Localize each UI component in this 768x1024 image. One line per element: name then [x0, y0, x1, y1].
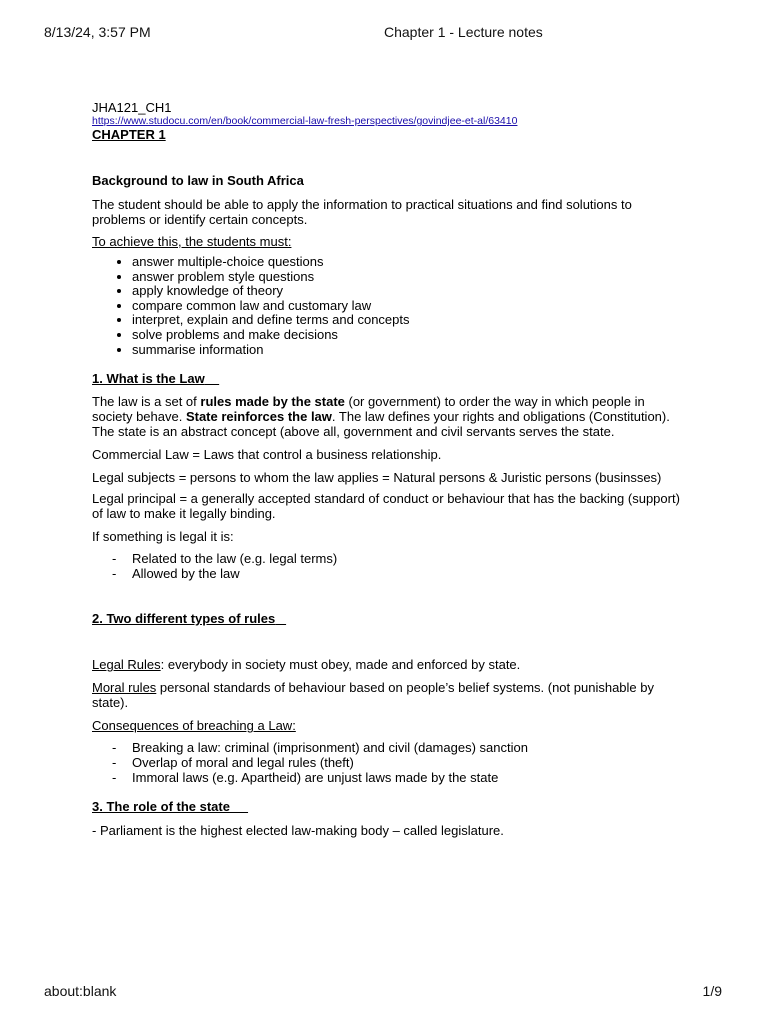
print-header	[0, 24, 768, 42]
list-item: • answer multiple-choice questions	[132, 255, 682, 270]
print-datetime: 8/13/24, 3:57 PM	[44, 24, 151, 40]
list-item: • interpret, explain and define terms and concepts	[132, 313, 682, 328]
achieve-heading: To achieve this, the students must:	[92, 234, 292, 249]
list-item: - Breaking a law: criminal (imprisonment) and civil (damages) sanction	[132, 741, 682, 756]
list-item: - Allowed by the law	[132, 567, 682, 582]
commercial-law-paragraph: Commercial Law = Laws that control a business relationship.	[92, 447, 442, 463]
section-2-heading: 2. Two different types of rules	[92, 611, 276, 627]
list-item: - Overlap of moral and legal rules (theft)	[132, 756, 682, 771]
chapter-title: CHAPTER 1	[92, 127, 166, 142]
print-url: about:blank	[44, 983, 117, 999]
legal-list	[92, 552, 682, 581]
consequences-heading: Consequences of breaching a Law:	[92, 718, 296, 734]
course-code: JHA121_CH1	[92, 100, 172, 115]
moral-rules-paragraph: Moral rules personal standards of behaviour based on people’s belief systems. (not punishable by state).	[92, 680, 654, 711]
source-link[interactable]: https://www.studocu.com/en/book/commercial-law-fresh-perspectives/govindjee-et-al/63410	[92, 115, 518, 127]
law-definition-paragraph: The law is a set of rules made by the state (or government) to order the way in which people in society behave. State reinforces the law. The law defines your rights and obligations (Constitution). The state is an abstract concept (above all, government and civil servants serves the state.	[92, 394, 670, 440]
print-footer	[0, 983, 768, 1001]
print-title: Chapter 1 - Lecture notes	[384, 24, 543, 40]
list-item: - Immoral laws (e.g. Apartheid) are unjust laws made by the state	[132, 771, 682, 786]
legal-principal-paragraph: Legal principal = a generally accepted standard of conduct or behaviour that has the backing (support) of law to make it legally binding.	[92, 491, 680, 522]
list-item: • apply knowledge of theory	[132, 284, 682, 299]
page-number: 1/9	[702, 983, 722, 999]
legal-subjects-paragraph: Legal subjects = persons to whom the law applies = Natural persons & Juristic persons (businsses)	[92, 470, 662, 486]
section-1-heading: 1. What is the Law	[92, 371, 205, 387]
legal-intro: If something is legal it is:	[92, 529, 234, 545]
achieve-list	[92, 255, 682, 357]
list-item: - Related to the law (e.g. legal terms)	[132, 552, 682, 567]
intro-paragraph: The student should be able to apply the information to practical situations and find solutions to problems or identify certain concepts.	[92, 197, 632, 227]
list-item: • solve problems and make decisions	[132, 328, 682, 343]
parliament-paragraph: - Parliament is the highest elected law-making body – called legislature.	[92, 823, 504, 839]
list-item: • compare common law and customary law	[132, 299, 682, 314]
consequences-list	[92, 741, 682, 785]
list-item: • summarise information	[132, 343, 682, 358]
section-3-heading: 3. The role of the state	[92, 799, 230, 815]
legal-rules-paragraph: Legal Rules: everybody in society must obey, made and enforced by state.	[92, 657, 521, 673]
background-heading: Background to law in South Africa	[92, 173, 304, 188]
list-item: • answer problem style questions	[132, 270, 682, 285]
document-body	[92, 100, 682, 838]
